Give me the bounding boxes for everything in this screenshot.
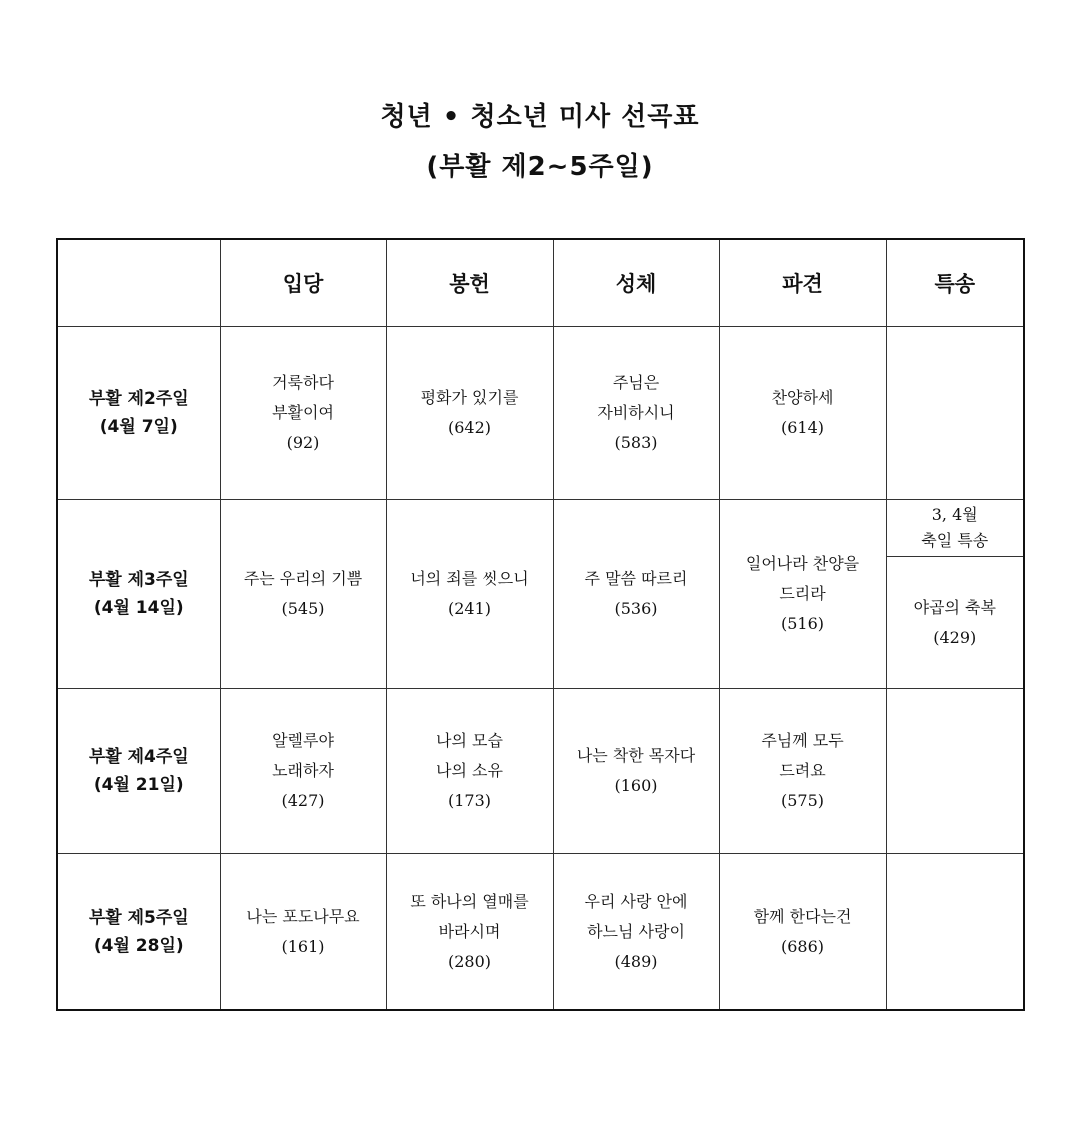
dismissal-song-cell [719, 854, 886, 1011]
song-number: (489) [614, 951, 658, 971]
offertory-song-cell [386, 500, 553, 689]
week-date: (4월 21일) [93, 775, 184, 795]
song-number: (642) [447, 418, 492, 437]
song-title: 드리라 [779, 584, 826, 603]
header-special: 특송 [886, 239, 1024, 327]
song-title: 노래하자 [272, 761, 334, 780]
offertory-song-cell [386, 327, 553, 500]
week-cell [57, 327, 220, 500]
song-title: 야곱의 축복 [913, 597, 996, 617]
week-date: (4월 28일) [93, 935, 184, 956]
song-title: 거룩하다 [272, 373, 334, 392]
header-corner [57, 239, 220, 327]
song-title: 우리 사랑 안에 [584, 891, 688, 911]
song-title: 부활이여 [272, 403, 334, 422]
header-communion: 성체 [553, 239, 719, 327]
song-number: (92) [286, 433, 320, 452]
song-title: 주님은 [612, 373, 660, 392]
week-date: (4월 14일) [93, 598, 184, 618]
song-number: (429) [933, 627, 977, 647]
week-cell [57, 854, 220, 1011]
song-title: 나는 포도나무요 [246, 906, 360, 926]
song-number: (545) [281, 599, 325, 618]
song-title: 주는 우리의 기쁨 [243, 569, 363, 588]
offertory-song-cell [386, 854, 553, 1011]
table-row [57, 500, 1024, 557]
week-label: 부활 제5주일 [88, 907, 189, 928]
special-song-cell [886, 689, 1024, 854]
dismissal-song-cell [719, 689, 886, 854]
special-feast-header [886, 500, 1024, 557]
entrance-song-cell [220, 327, 386, 500]
song-title: 평화가 있기를 [420, 388, 519, 407]
special-song-cell [886, 327, 1024, 500]
dismissal-song-cell [719, 327, 886, 500]
song-number: (686) [780, 936, 825, 956]
special-song-cell [886, 557, 1024, 689]
song-title: 주 말씀 따르리 [584, 569, 688, 588]
song-number: (575) [780, 791, 825, 810]
dismissal-song-cell [719, 500, 886, 689]
song-number: (583) [614, 433, 658, 452]
table-row [57, 854, 1024, 1011]
song-number: (173) [447, 791, 492, 810]
song-title: 바라시며 [438, 921, 501, 941]
week-label: 부활 제2주일 [88, 389, 189, 409]
song-title: 함께 한다는건 [753, 906, 852, 926]
song-number: (241) [447, 599, 492, 618]
song-title: 주님께 모두 [761, 731, 844, 750]
song-title: 하느님 사랑이 [587, 921, 685, 941]
communion-song-cell [553, 500, 719, 689]
special-song-cell [886, 854, 1024, 1011]
song-schedule-table [56, 238, 1025, 1011]
week-date: (4월 7일) [99, 417, 178, 437]
header-dismissal: 파견 [719, 239, 886, 327]
song-number: (161) [281, 936, 325, 956]
song-title: 알렐루야 [272, 731, 334, 750]
communion-song-cell [553, 327, 719, 500]
offertory-song-cell [386, 689, 553, 854]
table-row [57, 689, 1024, 854]
communion-song-cell [553, 854, 719, 1011]
special-feast-label: 축일 특송 [921, 531, 989, 550]
page-title-block [0, 92, 1080, 192]
entrance-song-cell [220, 689, 386, 854]
page-title: 청년 • 청소년 미사 선곡표 [380, 102, 700, 132]
table-row [57, 327, 1024, 500]
week-label: 부활 제3주일 [88, 570, 189, 590]
song-number: (160) [614, 776, 658, 795]
song-title: 자비하시니 [597, 403, 675, 422]
special-feast-label: 3, 4월 [931, 505, 978, 524]
week-cell [57, 500, 220, 689]
song-number: (516) [780, 614, 825, 633]
table-header-row [57, 239, 1024, 327]
song-title: 찬양하세 [771, 388, 834, 407]
song-title: 드려요 [779, 761, 826, 780]
header-offertory: 봉헌 [386, 239, 553, 327]
song-title: 또 하나의 열매를 [410, 891, 529, 911]
song-title: 나는 착한 목자다 [576, 746, 696, 765]
week-cell [57, 689, 220, 854]
song-number: (614) [780, 418, 825, 437]
song-title: 나의 소유 [436, 761, 503, 780]
song-title: 일어나라 찬양을 [745, 554, 860, 573]
song-number: (280) [447, 951, 492, 971]
entrance-song-cell [220, 500, 386, 689]
song-title: 나의 모습 [436, 731, 503, 750]
header-entrance: 입당 [220, 239, 386, 327]
song-number: (427) [281, 791, 325, 810]
week-label: 부활 제4주일 [88, 747, 189, 767]
entrance-song-cell [220, 854, 386, 1011]
communion-song-cell [553, 689, 719, 854]
page-subtitle: (부활 제2~5주일) [426, 152, 654, 182]
song-number: (536) [614, 599, 658, 618]
song-title: 너의 죄를 씻으니 [410, 569, 529, 588]
